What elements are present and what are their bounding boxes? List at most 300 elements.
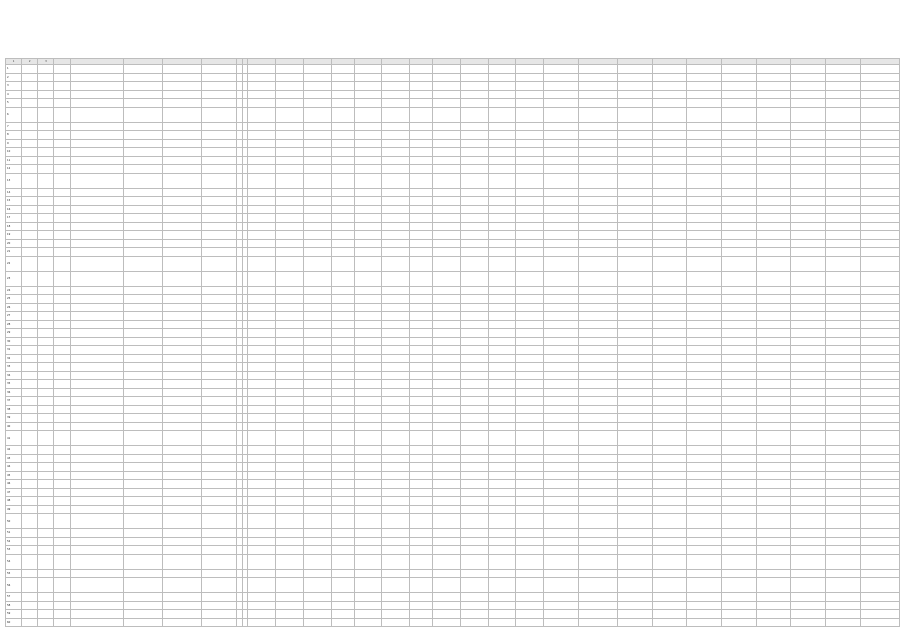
table-cell[interactable]: [687, 578, 722, 593]
table-cell[interactable]: [860, 173, 900, 188]
table-cell[interactable]: [248, 454, 276, 463]
table-cell[interactable]: [202, 454, 237, 463]
table-cell[interactable]: [791, 286, 826, 295]
table-cell[interactable]: [433, 454, 461, 463]
table-cell[interactable]: [687, 139, 722, 148]
table-cell[interactable]: 24: [6, 286, 22, 295]
table-cell[interactable]: [163, 371, 202, 380]
table-cell[interactable]: 54: [6, 554, 22, 569]
table-cell[interactable]: [22, 388, 38, 397]
table-cell[interactable]: [38, 256, 54, 271]
table-cell[interactable]: [516, 618, 544, 627]
table-cell[interactable]: [488, 239, 516, 248]
table-cell[interactable]: [721, 90, 756, 99]
table-cell[interactable]: [202, 165, 237, 174]
table-cell[interactable]: [516, 505, 544, 514]
table-cell[interactable]: [433, 497, 461, 506]
table-cell[interactable]: 20: [6, 239, 22, 248]
table-cell[interactable]: [248, 397, 276, 406]
table-cell[interactable]: [248, 197, 276, 206]
table-cell[interactable]: [38, 505, 54, 514]
table-cell[interactable]: [331, 165, 354, 174]
table-cell[interactable]: [331, 388, 354, 397]
table-cell[interactable]: [70, 371, 123, 380]
table-cell[interactable]: [578, 148, 617, 157]
table-cell[interactable]: [70, 156, 123, 165]
table-cell[interactable]: [354, 618, 382, 627]
table-cell[interactable]: [202, 371, 237, 380]
table-cell[interactable]: [303, 505, 331, 514]
table-cell[interactable]: [276, 388, 304, 397]
table-cell[interactable]: [756, 303, 791, 312]
table-cell[interactable]: 15: [6, 197, 22, 206]
table-cell[interactable]: [163, 99, 202, 108]
table-cell[interactable]: [70, 610, 123, 619]
table-cell[interactable]: [756, 156, 791, 165]
table-cell[interactable]: [756, 414, 791, 423]
table-cell[interactable]: [433, 363, 461, 372]
table-cell[interactable]: [410, 380, 433, 389]
table-cell[interactable]: [578, 73, 617, 82]
table-cell[interactable]: [382, 73, 410, 82]
table-cell[interactable]: [38, 239, 54, 248]
table-cell[interactable]: 34: [6, 371, 22, 380]
table-cell[interactable]: [331, 380, 354, 389]
table-cell[interactable]: [791, 529, 826, 538]
table-cell[interactable]: [70, 618, 123, 627]
table-cell[interactable]: [331, 248, 354, 257]
table-cell[interactable]: [488, 231, 516, 240]
table-cell[interactable]: [460, 601, 488, 610]
table-cell[interactable]: [825, 122, 860, 131]
table-cell[interactable]: [488, 471, 516, 480]
table-cell[interactable]: [163, 188, 202, 197]
table-cell[interactable]: 21: [6, 248, 22, 257]
table-cell[interactable]: [54, 271, 70, 286]
table-cell[interactable]: [516, 601, 544, 610]
table-cell[interactable]: [460, 514, 488, 529]
table-cell[interactable]: [460, 239, 488, 248]
table-cell[interactable]: [123, 131, 162, 140]
table-cell[interactable]: [460, 446, 488, 455]
table-cell[interactable]: [70, 505, 123, 514]
table-cell[interactable]: [544, 320, 579, 329]
table-cell[interactable]: [331, 446, 354, 455]
table-cell[interactable]: [544, 610, 579, 619]
table-cell[interactable]: [163, 90, 202, 99]
table-cell[interactable]: [38, 497, 54, 506]
table-cell[interactable]: [687, 529, 722, 538]
table-cell[interactable]: [516, 380, 544, 389]
table-cell[interactable]: [721, 214, 756, 223]
table-cell[interactable]: [410, 546, 433, 555]
table-cell[interactable]: [618, 205, 653, 214]
table-cell[interactable]: [721, 148, 756, 157]
table-cell[interactable]: [652, 239, 687, 248]
table-cell[interactable]: [721, 256, 756, 271]
table-cell[interactable]: [652, 618, 687, 627]
table-cell[interactable]: [618, 131, 653, 140]
table-cell[interactable]: [331, 205, 354, 214]
table-cell[interactable]: [721, 537, 756, 546]
table-cell[interactable]: [123, 248, 162, 257]
table-cell[interactable]: [382, 454, 410, 463]
table-cell[interactable]: [433, 65, 461, 74]
table-cell[interactable]: [54, 346, 70, 355]
table-cell[interactable]: [54, 405, 70, 414]
table-cell[interactable]: [22, 431, 38, 446]
table-cell[interactable]: [860, 65, 900, 74]
table-cell[interactable]: [544, 148, 579, 157]
table-cell[interactable]: [354, 497, 382, 506]
table-cell[interactable]: [652, 231, 687, 240]
table-cell[interactable]: 29: [6, 329, 22, 338]
table-cell[interactable]: [721, 286, 756, 295]
table-cell[interactable]: [276, 303, 304, 312]
table-cell[interactable]: [163, 363, 202, 372]
table-cell[interactable]: [516, 256, 544, 271]
table-cell[interactable]: [860, 505, 900, 514]
table-cell[interactable]: [791, 505, 826, 514]
table-cell[interactable]: [791, 73, 826, 82]
table-cell[interactable]: 25: [6, 295, 22, 304]
table-cell[interactable]: [354, 295, 382, 304]
table-cell[interactable]: [516, 82, 544, 91]
table-cell[interactable]: [433, 231, 461, 240]
table-cell[interactable]: [756, 380, 791, 389]
table-cell[interactable]: [618, 354, 653, 363]
table-cell[interactable]: [652, 286, 687, 295]
table-cell[interactable]: [276, 90, 304, 99]
table-cell[interactable]: [652, 122, 687, 131]
table-cell[interactable]: [687, 239, 722, 248]
table-cell[interactable]: [618, 414, 653, 423]
table-cell[interactable]: [123, 422, 162, 431]
table-cell[interactable]: [22, 214, 38, 223]
table-cell[interactable]: [202, 73, 237, 82]
table-cell[interactable]: [276, 601, 304, 610]
table-cell[interactable]: [382, 610, 410, 619]
table-cell[interactable]: [276, 173, 304, 188]
table-cell[interactable]: [354, 65, 382, 74]
table-cell[interactable]: [163, 380, 202, 389]
table-cell[interactable]: [488, 320, 516, 329]
table-cell[interactable]: [354, 173, 382, 188]
table-cell[interactable]: [123, 371, 162, 380]
table-cell[interactable]: [516, 214, 544, 223]
table-cell[interactable]: [756, 346, 791, 355]
table-cell[interactable]: [248, 578, 276, 593]
table-cell[interactable]: [488, 303, 516, 312]
table-cell[interactable]: [544, 463, 579, 472]
table-cell[interactable]: [202, 388, 237, 397]
table-cell[interactable]: [70, 388, 123, 397]
table-cell[interactable]: [276, 497, 304, 506]
table-cell[interactable]: [123, 205, 162, 214]
table-cell[interactable]: [578, 188, 617, 197]
table-cell[interactable]: [578, 471, 617, 480]
table-cell[interactable]: [652, 256, 687, 271]
table-cell[interactable]: [276, 122, 304, 131]
table-cell[interactable]: [578, 231, 617, 240]
table-cell[interactable]: [331, 431, 354, 446]
table-cell[interactable]: [488, 214, 516, 223]
table-cell[interactable]: [825, 514, 860, 529]
table-cell[interactable]: [123, 73, 162, 82]
table-cell[interactable]: [516, 405, 544, 414]
table-cell[interactable]: [488, 82, 516, 91]
table-cell[interactable]: [354, 346, 382, 355]
table-cell[interactable]: [202, 82, 237, 91]
table-cell[interactable]: [70, 222, 123, 231]
table-cell[interactable]: [202, 271, 237, 286]
table-cell[interactable]: 56: [6, 578, 22, 593]
table-cell[interactable]: [721, 505, 756, 514]
table-cell[interactable]: [687, 601, 722, 610]
table-cell[interactable]: [163, 618, 202, 627]
table-cell[interactable]: [460, 122, 488, 131]
table-cell[interactable]: [721, 329, 756, 338]
table-cell[interactable]: [433, 197, 461, 206]
table-cell[interactable]: [331, 320, 354, 329]
table-cell[interactable]: [488, 346, 516, 355]
table-cell[interactable]: [460, 569, 488, 578]
table-cell[interactable]: [544, 546, 579, 555]
table-cell[interactable]: [202, 248, 237, 257]
table-cell[interactable]: [410, 256, 433, 271]
table-cell[interactable]: [860, 139, 900, 148]
table-cell[interactable]: [331, 354, 354, 363]
table-cell[interactable]: [70, 73, 123, 82]
table-cell[interactable]: [652, 388, 687, 397]
table-cell[interactable]: [123, 222, 162, 231]
table-cell[interactable]: [860, 205, 900, 214]
table-cell[interactable]: [354, 593, 382, 602]
table-cell[interactable]: [22, 363, 38, 372]
table-cell[interactable]: [303, 388, 331, 397]
table-cell[interactable]: [791, 214, 826, 223]
table-cell[interactable]: [618, 446, 653, 455]
table-cell[interactable]: [38, 222, 54, 231]
table-cell[interactable]: [825, 312, 860, 321]
table-cell[interactable]: [163, 422, 202, 431]
table-cell[interactable]: [331, 346, 354, 355]
table-cell[interactable]: [544, 156, 579, 165]
table-cell[interactable]: [433, 346, 461, 355]
table-cell[interactable]: [825, 295, 860, 304]
table-cell[interactable]: [488, 610, 516, 619]
table-cell[interactable]: [433, 554, 461, 569]
table-cell[interactable]: [687, 295, 722, 304]
table-cell[interactable]: [382, 346, 410, 355]
table-cell[interactable]: [123, 446, 162, 455]
table-cell[interactable]: [276, 337, 304, 346]
table-cell[interactable]: [22, 271, 38, 286]
table-cell[interactable]: [488, 286, 516, 295]
table-cell[interactable]: [488, 422, 516, 431]
table-cell[interactable]: [38, 271, 54, 286]
table-cell[interactable]: [163, 214, 202, 223]
table-cell[interactable]: 47: [6, 488, 22, 497]
table-cell[interactable]: [123, 286, 162, 295]
table-cell[interactable]: [791, 454, 826, 463]
table-cell[interactable]: [38, 414, 54, 423]
table-cell[interactable]: [860, 197, 900, 206]
table-cell[interactable]: [460, 471, 488, 480]
table-cell[interactable]: [460, 414, 488, 423]
table-cell[interactable]: [516, 73, 544, 82]
table-cell[interactable]: [410, 505, 433, 514]
table-cell[interactable]: [791, 82, 826, 91]
table-cell[interactable]: [248, 122, 276, 131]
table-cell[interactable]: [578, 65, 617, 74]
table-cell[interactable]: [825, 480, 860, 489]
table-cell[interactable]: [38, 205, 54, 214]
table-cell[interactable]: [721, 354, 756, 363]
table-cell[interactable]: [791, 546, 826, 555]
table-cell[interactable]: [276, 463, 304, 472]
table-cell[interactable]: [721, 139, 756, 148]
table-cell[interactable]: [123, 231, 162, 240]
table-cell[interactable]: [825, 537, 860, 546]
table-cell[interactable]: [303, 337, 331, 346]
table-cell[interactable]: [721, 122, 756, 131]
table-cell[interactable]: [825, 337, 860, 346]
table-cell[interactable]: [433, 446, 461, 455]
table-cell[interactable]: [721, 173, 756, 188]
table-cell[interactable]: [578, 354, 617, 363]
table-cell[interactable]: [460, 405, 488, 414]
table-cell[interactable]: [22, 554, 38, 569]
table-cell[interactable]: [652, 82, 687, 91]
table-cell[interactable]: [652, 546, 687, 555]
table-cell[interactable]: [825, 505, 860, 514]
table-cell[interactable]: [652, 601, 687, 610]
table-cell[interactable]: [410, 397, 433, 406]
table-cell[interactable]: [488, 397, 516, 406]
table-cell[interactable]: [652, 380, 687, 389]
table-cell[interactable]: [22, 488, 38, 497]
table-cell[interactable]: [578, 214, 617, 223]
table-cell[interactable]: [354, 380, 382, 389]
table-cell[interactable]: [331, 214, 354, 223]
table-cell[interactable]: [70, 231, 123, 240]
table-cell[interactable]: [248, 131, 276, 140]
table-cell[interactable]: [860, 405, 900, 414]
table-cell[interactable]: [163, 165, 202, 174]
table-cell[interactable]: [791, 65, 826, 74]
table-cell[interactable]: [791, 188, 826, 197]
table-cell[interactable]: [303, 431, 331, 446]
table-cell[interactable]: [516, 610, 544, 619]
table-cell[interactable]: 17: [6, 214, 22, 223]
table-cell[interactable]: [382, 414, 410, 423]
table-cell[interactable]: [22, 90, 38, 99]
table-cell[interactable]: [721, 578, 756, 593]
table-cell[interactable]: 33: [6, 363, 22, 372]
table-cell[interactable]: [544, 446, 579, 455]
table-cell[interactable]: [303, 471, 331, 480]
table-cell[interactable]: [860, 231, 900, 240]
table-cell[interactable]: [756, 286, 791, 295]
table-cell[interactable]: [488, 488, 516, 497]
table-cell[interactable]: [123, 99, 162, 108]
table-cell[interactable]: [516, 139, 544, 148]
table-cell[interactable]: [544, 454, 579, 463]
table-cell[interactable]: [354, 329, 382, 338]
table-cell[interactable]: [202, 197, 237, 206]
table-cell[interactable]: [331, 463, 354, 472]
table-cell[interactable]: [331, 239, 354, 248]
table-cell[interactable]: [860, 578, 900, 593]
table-cell[interactable]: [22, 65, 38, 74]
table-cell[interactable]: [721, 320, 756, 329]
table-cell[interactable]: [516, 422, 544, 431]
table-cell[interactable]: [38, 107, 54, 122]
table-cell[interactable]: [163, 312, 202, 321]
table-cell[interactable]: [123, 463, 162, 472]
table-cell[interactable]: [202, 488, 237, 497]
table-cell[interactable]: [488, 156, 516, 165]
table-cell[interactable]: [54, 239, 70, 248]
table-cell[interactable]: [410, 271, 433, 286]
table-cell[interactable]: [202, 463, 237, 472]
column-header[interactable]: 2: [22, 59, 38, 65]
table-cell[interactable]: [303, 90, 331, 99]
table-cell[interactable]: [248, 554, 276, 569]
table-cell[interactable]: [860, 414, 900, 423]
table-cell[interactable]: [578, 431, 617, 446]
table-cell[interactable]: [516, 537, 544, 546]
table-cell[interactable]: [410, 312, 433, 321]
table-cell[interactable]: [354, 107, 382, 122]
table-cell[interactable]: [38, 156, 54, 165]
table-cell[interactable]: [303, 148, 331, 157]
table-cell[interactable]: [410, 73, 433, 82]
table-cell[interactable]: [123, 388, 162, 397]
table-cell[interactable]: [410, 329, 433, 338]
table-cell[interactable]: [382, 431, 410, 446]
table-cell[interactable]: [202, 214, 237, 223]
table-cell[interactable]: [544, 601, 579, 610]
table-cell[interactable]: [791, 197, 826, 206]
table-cell[interactable]: [791, 354, 826, 363]
table-cell[interactable]: 1: [6, 65, 22, 74]
table-cell[interactable]: [578, 554, 617, 569]
table-cell[interactable]: [303, 231, 331, 240]
table-cell[interactable]: 45: [6, 471, 22, 480]
table-cell[interactable]: [618, 480, 653, 489]
table-cell[interactable]: [38, 471, 54, 480]
table-cell[interactable]: [687, 303, 722, 312]
table-cell[interactable]: [578, 286, 617, 295]
table-cell[interactable]: [721, 593, 756, 602]
table-cell[interactable]: [202, 514, 237, 529]
table-cell[interactable]: [163, 505, 202, 514]
table-cell[interactable]: [825, 578, 860, 593]
table-cell[interactable]: [354, 90, 382, 99]
table-cell[interactable]: [578, 601, 617, 610]
table-cell[interactable]: [791, 346, 826, 355]
table-cell[interactable]: [38, 197, 54, 206]
table-cell[interactable]: [38, 405, 54, 414]
table-cell[interactable]: [202, 329, 237, 338]
table-cell[interactable]: [410, 295, 433, 304]
table-cell[interactable]: [433, 405, 461, 414]
table-cell[interactable]: [38, 295, 54, 304]
table-cell[interactable]: [163, 546, 202, 555]
table-cell[interactable]: [860, 90, 900, 99]
